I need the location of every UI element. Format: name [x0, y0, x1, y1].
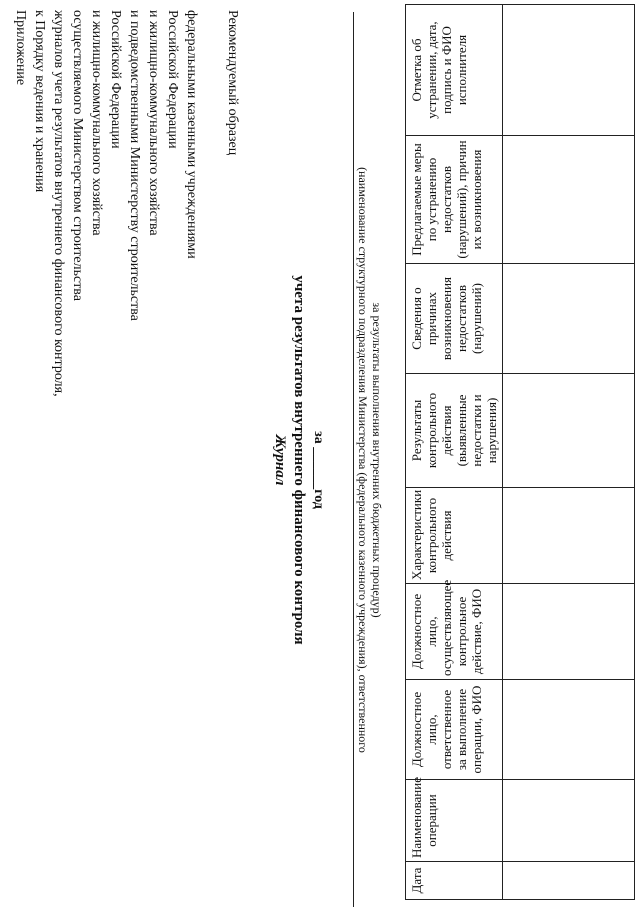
column-header-causes: Сведения о причинах возникновения недостатков (нарушений)	[406, 264, 503, 374]
org-caption-2: за результаты выполнения внутренних бюджетных процедур)	[370, 302, 384, 618]
table-cell	[503, 780, 635, 862]
org-caption-1: (наименование структурного подразделения Министерства (федерального казенного учреждения), ответственного	[356, 167, 370, 753]
appendix-line: федеральными казенными учреждениями	[184, 10, 199, 259]
appendix-line: журналов учета результатов внутреннего финансового контроля,	[51, 10, 66, 397]
appendix-line: осуществляемого Министерством строительства	[70, 10, 85, 301]
table-cell	[503, 5, 635, 136]
journal-table	[405, 4, 635, 900]
appendix-line: Приложение	[13, 10, 28, 86]
column-header-operation: Наименование операции	[406, 780, 503, 862]
appendix-line: Российской Федерации	[165, 10, 180, 149]
appendix-line: Российской Федерации	[108, 10, 123, 149]
column-header-characteristics: Характеристики контрольного действия	[406, 488, 503, 584]
org-name-line	[353, 12, 354, 907]
column-header-date: Дата	[406, 862, 503, 900]
journal-subtitle: учета результатов внутреннего финансового контроля	[291, 275, 307, 645]
table-cell	[503, 862, 635, 900]
table-cell	[503, 584, 635, 680]
appendix-line: и жилищно-коммунального хозяйства	[146, 10, 161, 236]
appendix-line: и подведомственными Министерству строительства	[127, 10, 142, 321]
table-cell	[503, 264, 635, 374]
table-header-row	[406, 5, 503, 900]
table-row	[503, 5, 635, 900]
journal-table-wrapper	[405, 5, 635, 900]
column-header-responsible: Должностное лицо, ответственное за выполнение операции, ФИО	[406, 680, 503, 780]
journal-year-line: за ______год	[311, 431, 326, 509]
sample-note: Рекомендуемый образец	[225, 10, 240, 156]
table-cell	[503, 488, 635, 584]
table-cell	[503, 136, 635, 264]
appendix-line: к Порядку ведения и хранения	[32, 10, 47, 193]
appendix-line: и жилищно-коммунального хозяйства	[89, 10, 104, 236]
column-header-resolution: Отметка об устранении, дата, подпись и ФИО исполнителя	[406, 5, 503, 136]
table-cell	[503, 680, 635, 780]
table-cell	[503, 374, 635, 488]
column-header-measures: Предлагаемые меры по устранению недостатков (нарушений), причин их возникновения	[406, 136, 503, 264]
column-header-results: Результаты контрольного действия (выявленные недостатки и нарушения)	[406, 374, 503, 488]
column-header-controller: Должностное лицо, осуществляющее контрольное действие, ФИО	[406, 584, 503, 680]
journal-title: Журнал	[272, 434, 288, 486]
